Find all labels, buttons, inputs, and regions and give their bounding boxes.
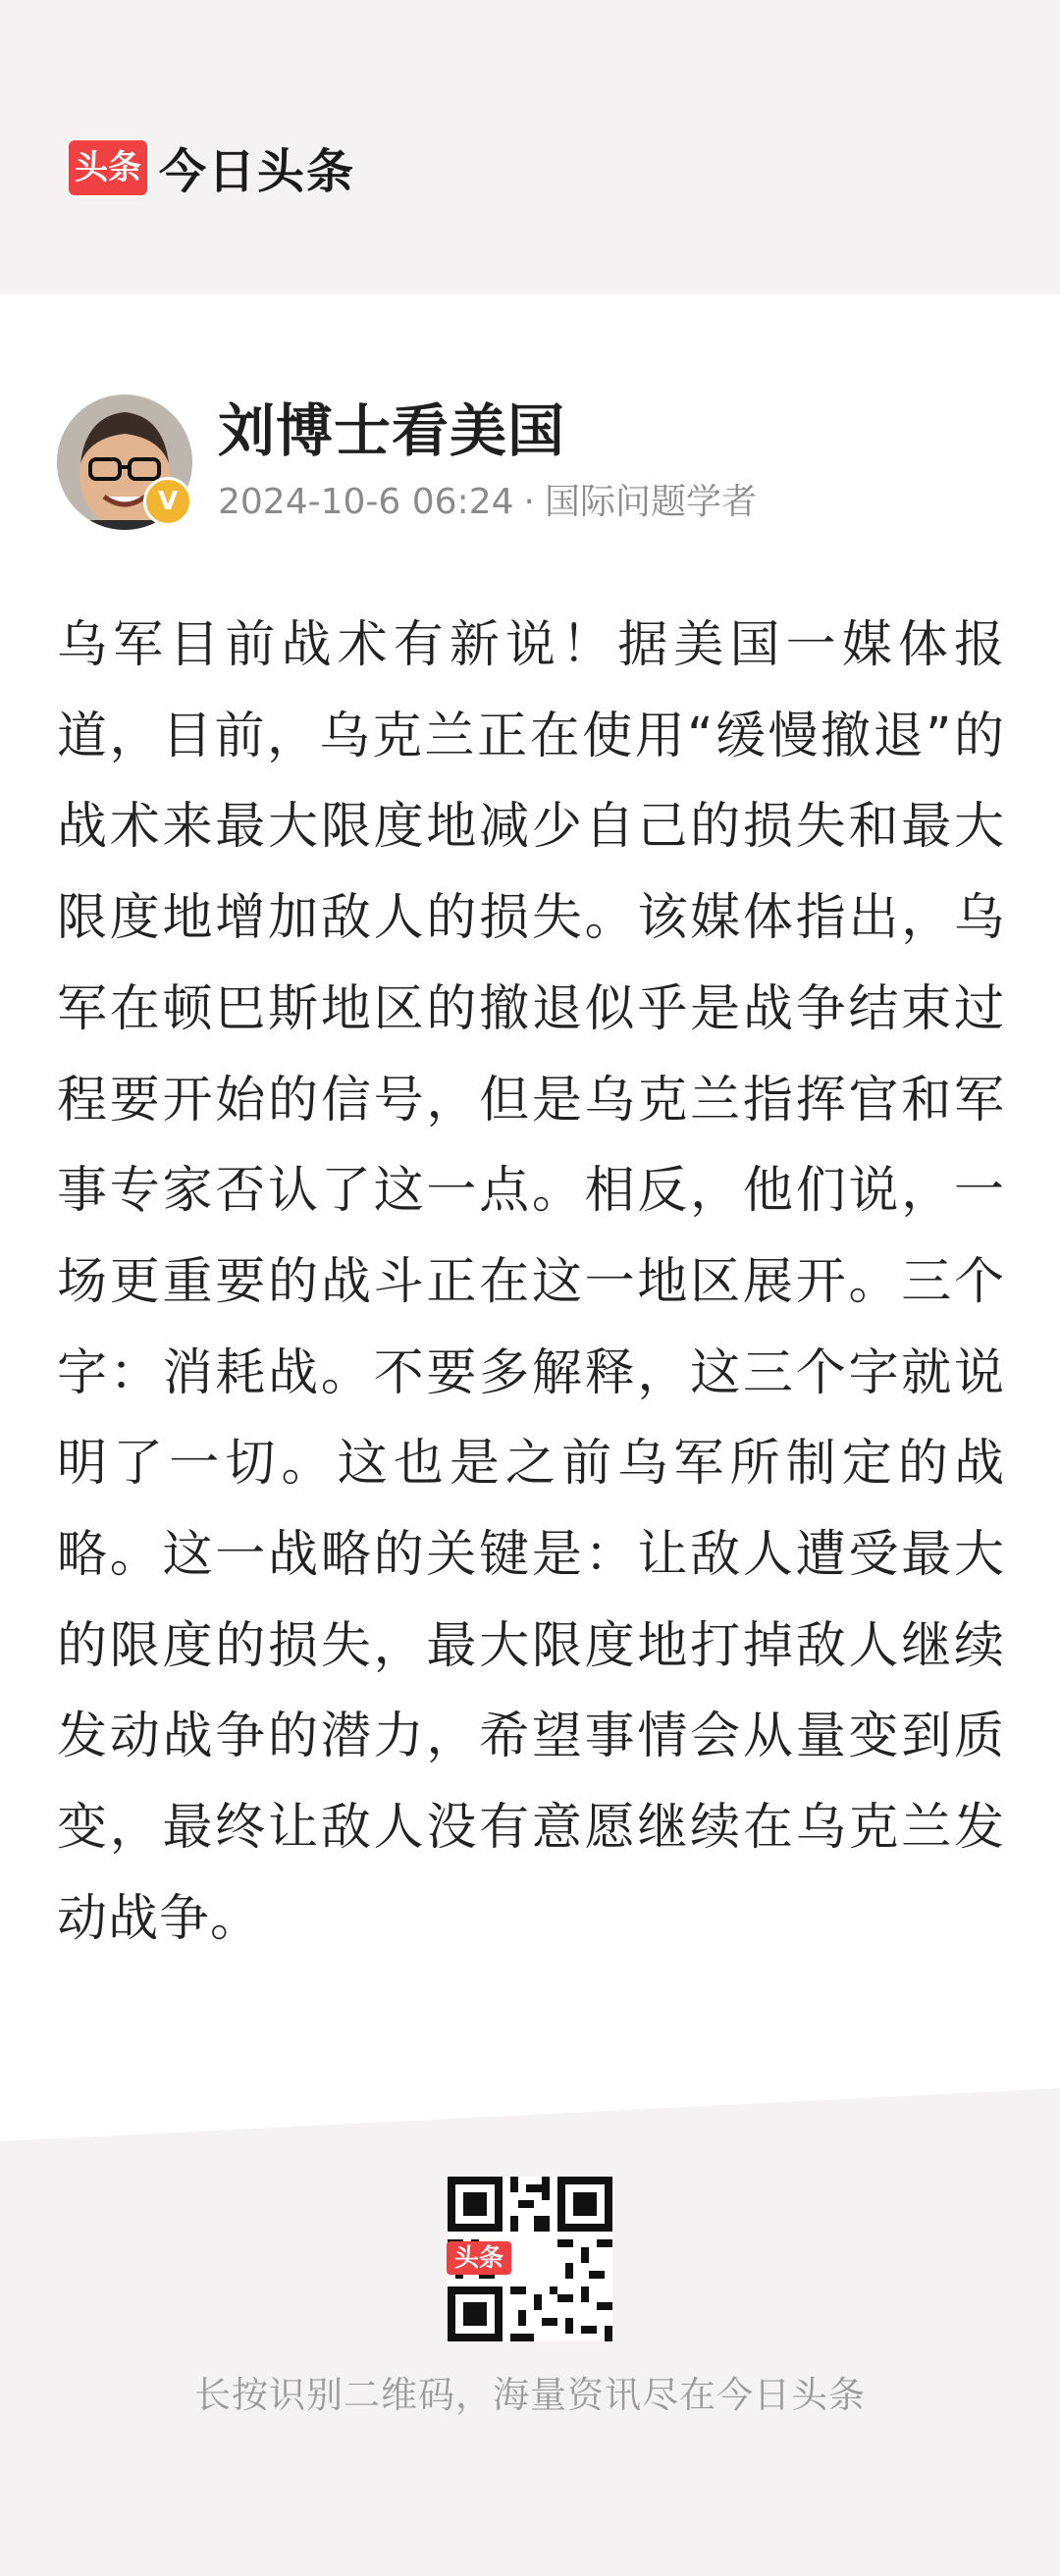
author-avatar-wrap[interactable] xyxy=(57,394,192,530)
meta-separator: · xyxy=(523,482,535,522)
author-title: 国际问题学者 xyxy=(544,482,757,522)
footer-caption: 长按识别二维码，海量资讯尽在今日头条 xyxy=(194,2374,866,2416)
article-body: 乌军目前战术有新说！据美国一媒体报道，目前，乌克兰正在使用“缓慢撤退”的战术来最大限度地减少自己的损失和最大限度地增加敌人的损失。该媒体指出，乌军在顿巴斯地区的撤退似乎是战争结束过程要开始的信号，但是乌克兰指挥官和军事专家否认了这一点。相反，他们说，一场更重要的战斗正在这一地区展开。三个字：消耗战。不要多解释，这三个字就说明了一切。这也是之前乌军所制定的战略。这一战略的关键是：让敌人遭受最大的限度的损失，最大限度地打掉敌人继续发动战争的潜力，希望事情会从量变到质变，最终让敌人没有意愿继续在乌克兰发动战争。 xyxy=(57,616,1005,1948)
author-header xyxy=(57,394,757,530)
author-meta xyxy=(218,394,757,524)
post-date: 2024-10-6 06:24 xyxy=(218,482,514,522)
author-name[interactable]: 刘博士看美国 xyxy=(218,397,566,464)
verified-badge-icon: V xyxy=(143,477,192,526)
qr-center-logo: 头条 xyxy=(447,2241,511,2275)
author-subline xyxy=(218,481,757,524)
app-brand xyxy=(67,133,355,201)
toutiao-logo: 头条 xyxy=(67,138,149,197)
app-name: 今日头条 xyxy=(159,144,356,199)
